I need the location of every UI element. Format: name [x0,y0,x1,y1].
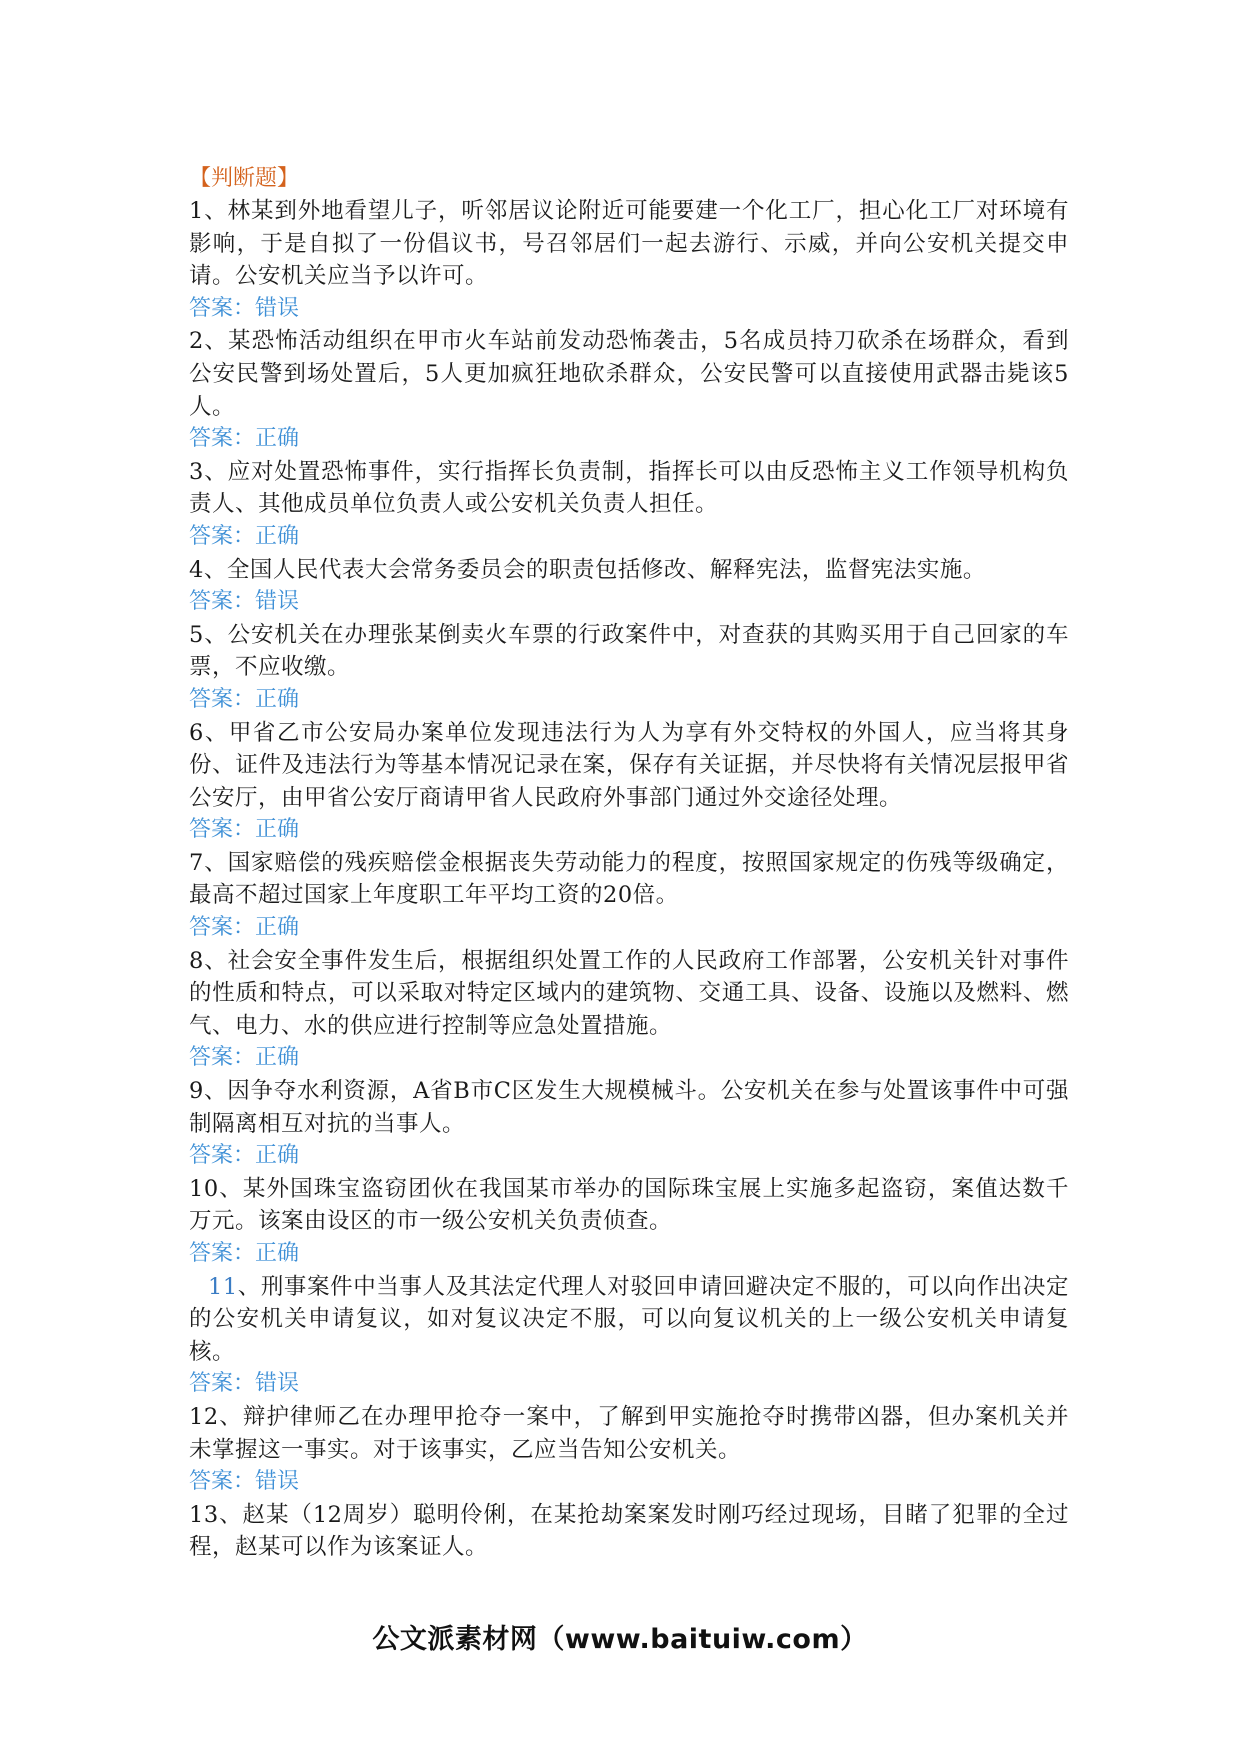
answer-line: 答案：正确 [189,1045,300,1071]
question-item [189,847,1069,945]
document-body [189,162,1069,1564]
question-item [189,1075,1069,1173]
question-text: 8、社会安全事件发生后，根据组织处置工作的人民政府工作部署，公安机关针对事件的性质和特点，可以采取对特定区域内的建筑物、交通工具、设备、设施以及燃料、燃气、电力、水的供应进行控制等应急处置措施。 [189,947,1069,1039]
answer-line: 答案：正确 [189,426,300,452]
question-text: 7、国家赔偿的残疾赔偿金根据丧失劳动能力的程度，按照国家规定的伤残等级确定，最高不超过国家上年度职工年平均工资的20倍。 [189,849,1069,909]
question-text: 11、刑事案件中当事人及其法定代理人对驳回申请回避决定不服的，可以向作出决定的公安机关申请复议，如对复议决定不服，可以向复议机关的上一级公安机关申请复核。 [189,1273,1069,1365]
question-item [189,1271,1069,1401]
question-item [189,325,1069,455]
question-item [189,456,1069,554]
answer-line: 答案：正确 [189,915,300,941]
question-text: 1、林某到外地看望儿子，听邻居议论附近可能要建一个化工厂，担心化工厂对环境有影响，于是自拟了一份倡议书，号召邻居们一起去游行、示威，并向公安机关提交申请。公安机关应当予以许可。 [189,198,1069,290]
question-text: 3、应对处置恐怖事件，实行指挥长负责制，指挥长可以由反恐怖主义工作领导机构负责人、其他成员单位负责人或公安机关负责人担任。 [189,458,1069,518]
question-text: 4、全国人民代表大会常务委员会的职责包括修改、解释宪法，监督宪法实施。 [189,556,986,583]
question-item [189,1499,1069,1564]
question-item [189,1173,1069,1271]
answer-line: 答案：正确 [189,686,300,712]
answer-line: 答案：错误 [189,1371,300,1397]
answer-line: 答案：正确 [189,1143,300,1169]
answer-line: 答案：正确 [189,1241,300,1266]
answer-line: 答案：错误 [189,589,300,615]
question-text: 10、某外国珠宝盗窃团伙在我国某市举办的国际珠宝展上实施多起盗窃，案值达数千万元。该案由设区的市一级公安机关负责侦查。 [189,1175,1069,1235]
section-title: 【判断题】 [189,166,300,191]
question-item [189,1401,1069,1499]
answer-line: 答案：错误 [189,295,300,321]
answer-line: 答案：正确 [189,817,300,843]
question-text: 2、某恐怖活动组织在甲市火车站前发动恐怖袭击，5名成员持刀砍杀在场群众，看到公安民警到场处置后，5人更加疯狂地砍杀群众，公安民警可以直接使用武器击毙该5人。 [189,328,1069,420]
question-text: 5、公安机关在办理张某倒卖火车票的行政案件中，对查获的其购买用于自己回家的车票，不应收缴。 [189,621,1069,681]
answer-line: 答案：错误 [189,1469,300,1495]
answer-line: 答案：正确 [189,523,300,549]
footer-watermark: 公文派素材网（www.baituiw.com） [372,1624,868,1655]
question-text: 9、因争夺水利资源，A省B市C区发生大规模械斗。公安机关在参与处置该事件中可强制隔离相互对抗的当事人。 [189,1078,1069,1137]
question-item [189,717,1069,847]
question-text: 13、赵某（12周岁）聪明伶俐，在某抢劫案案发时刚巧经过现场，目睹了犯罪的全过程，赵某可以作为该案证人。 [189,1501,1069,1561]
question-item [189,945,1069,1075]
question-item [189,619,1069,717]
question-text: 12、辩护律师乙在办理甲抢夺一案中，了解到甲实施抢夺时携带凶器，但办案机关并未掌握这一事实。对于该事实，乙应当告知公安机关。 [189,1403,1069,1463]
question-item [189,195,1069,325]
question-text: 6、甲省乙市公安局办案单位发现违法行为人为享有外交特权的外国人，应当将其身份、证件及违法行为等基本情况记录在案，保存有关证据，并尽快将有关情况层报甲省公安厅，由甲省公安厅商请甲省人民政府外事部门通过外交途径处理。 [189,719,1069,811]
question-list [189,195,1069,1564]
question-item [189,554,1069,619]
